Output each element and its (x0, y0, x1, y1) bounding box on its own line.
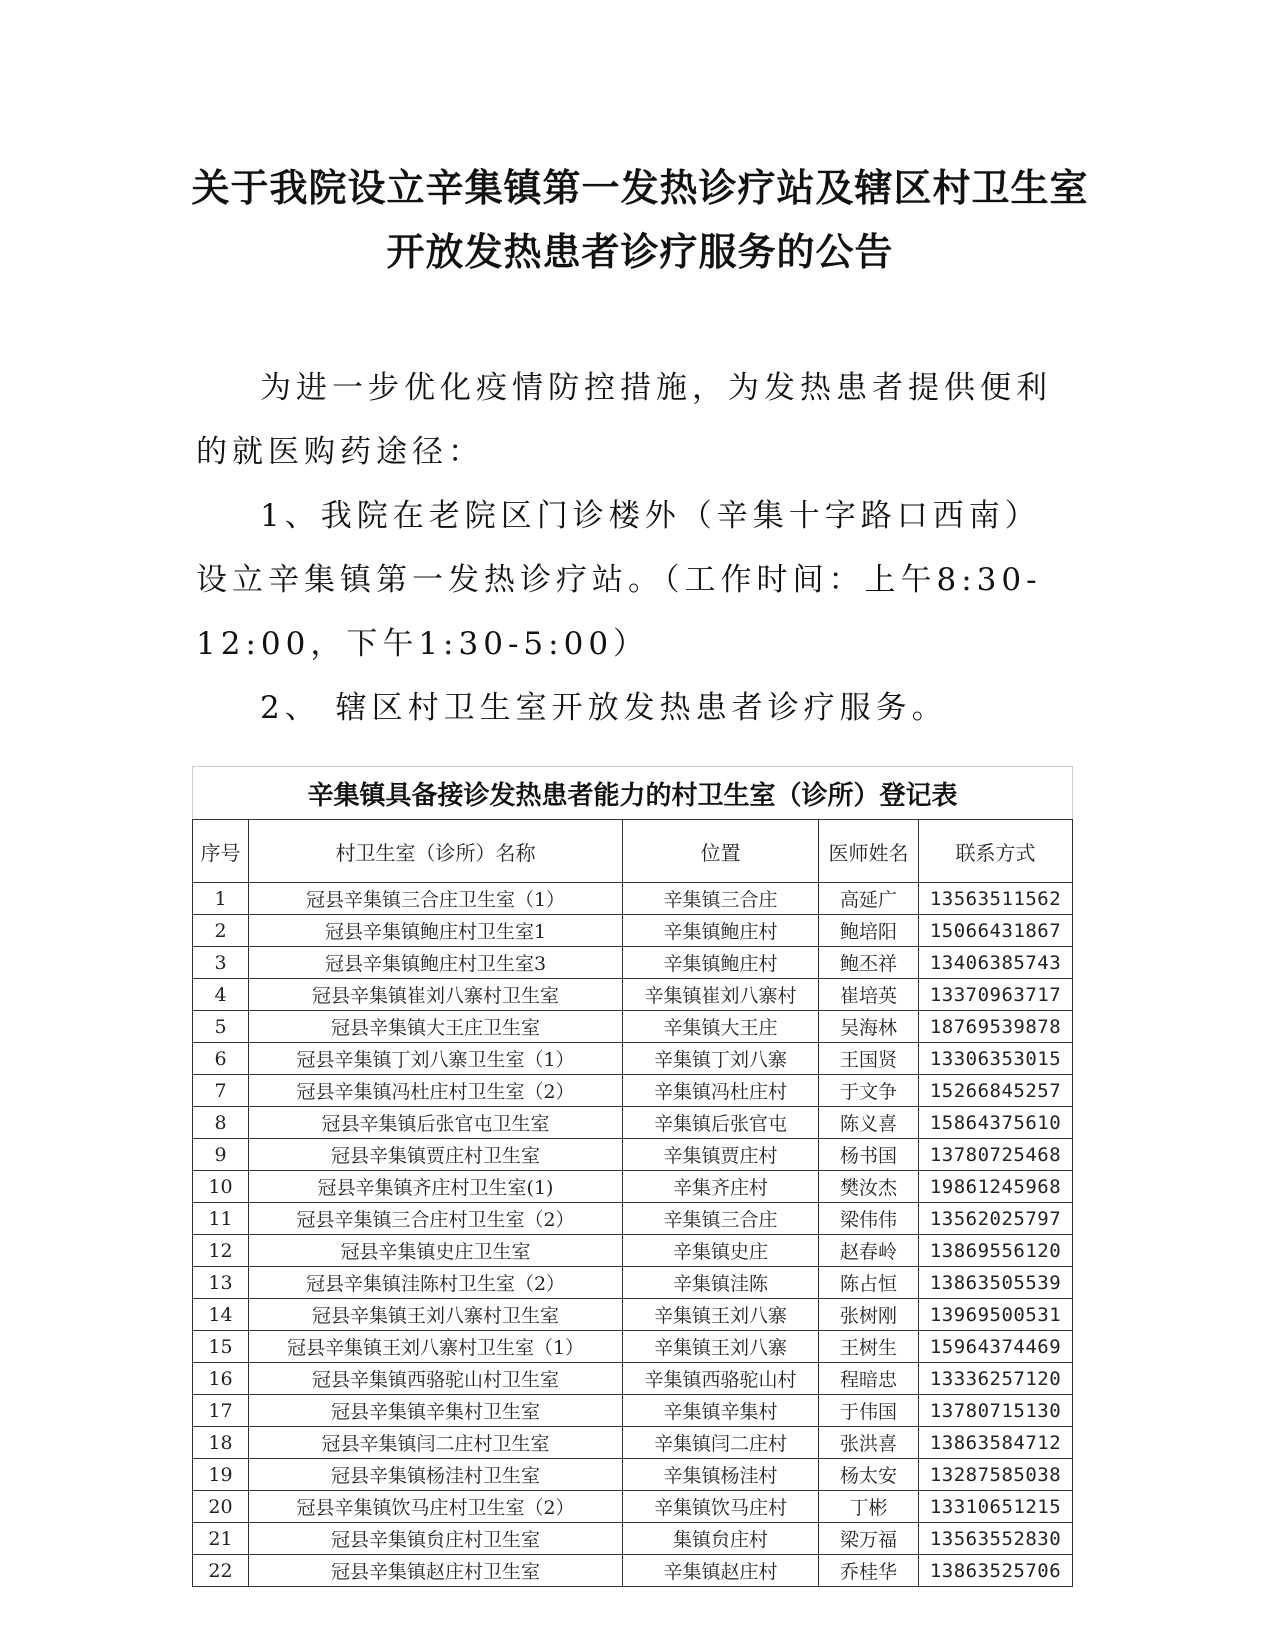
cell-clinic-name: 冠县辛集镇辛集村卫生室 (249, 1395, 623, 1427)
table-row (193, 1043, 1073, 1075)
cell-location: 辛集镇闫二庄村 (623, 1427, 819, 1459)
cell-index: 17 (193, 1395, 249, 1427)
cell-location: 辛集镇杨洼村 (623, 1459, 819, 1491)
cell-clinic-name: 冠县辛集镇齐庄村卫生室(1) (249, 1171, 623, 1203)
cell-doctor-name: 于伟国 (819, 1395, 919, 1427)
table-row (193, 1331, 1073, 1363)
cell-clinic-name: 冠县辛集镇丁刘八寨卫生室（1） (249, 1043, 623, 1075)
cell-clinic-name: 冠县辛集镇三合庄卫生室（1） (249, 883, 623, 915)
cell-contact: 13780715130 (919, 1395, 1073, 1427)
cell-location: 辛集镇王刘八寨 (623, 1331, 819, 1363)
cell-location: 辛集镇饮马庄村 (623, 1491, 819, 1523)
cell-contact: 15266845257 (919, 1075, 1073, 1107)
table-row (193, 979, 1073, 1011)
cell-index: 10 (193, 1171, 249, 1203)
cell-doctor-name: 鲍丕祥 (819, 947, 919, 979)
title-line-2: 开放发热患者诊疗服务的公告 (386, 230, 894, 274)
cell-doctor-name: 吴海林 (819, 1011, 919, 1043)
cell-location: 辛集镇洼陈 (623, 1267, 819, 1299)
cell-doctor-name: 王树生 (819, 1331, 919, 1363)
cell-index: 9 (193, 1139, 249, 1171)
cell-doctor-name: 鲍培阳 (819, 915, 919, 947)
cell-clinic-name: 冠县辛集镇三合庄村卫生室（2） (249, 1203, 623, 1235)
cell-index: 11 (193, 1203, 249, 1235)
table-row (193, 1011, 1073, 1043)
cell-index: 1 (193, 883, 249, 915)
cell-clinic-name: 冠县辛集镇鲍庄村卫生室3 (249, 947, 623, 979)
cell-doctor-name: 陈占恒 (819, 1267, 919, 1299)
table-caption: 辛集镇具备接诊发热患者能力的村卫生室（诊所）登记表 (193, 767, 1073, 820)
cell-index: 12 (193, 1235, 249, 1267)
cell-doctor-name: 崔培英 (819, 979, 919, 1011)
paragraph-item-2: 2、 辖区村卫生室开放发热患者诊疗服务。 (260, 690, 948, 726)
cell-contact: 13370963717 (919, 979, 1073, 1011)
cell-contact: 15864375610 (919, 1107, 1073, 1139)
table-row (193, 1427, 1073, 1459)
cell-contact: 13287585038 (919, 1459, 1073, 1491)
cell-location: 辛集镇大王庄 (623, 1011, 819, 1043)
cell-location: 辛集镇王刘八寨 (623, 1299, 819, 1331)
cell-clinic-name: 冠县辛集镇闫二庄村卫生室 (249, 1427, 623, 1459)
table-row (193, 1395, 1073, 1427)
registry-table-wrapper (192, 766, 1072, 1587)
cell-clinic-name: 冠县辛集镇大王庄卫生室 (249, 1011, 623, 1043)
cell-index: 5 (193, 1011, 249, 1043)
cell-index: 3 (193, 947, 249, 979)
cell-location: 辛集镇辛集村 (623, 1395, 819, 1427)
cell-contact: 13863505539 (919, 1267, 1073, 1299)
cell-contact: 13336257120 (919, 1363, 1073, 1395)
cell-location: 辛集镇贾庄村 (623, 1139, 819, 1171)
table-header-row (193, 820, 1073, 883)
cell-doctor-name: 杨书国 (819, 1139, 919, 1171)
cell-location: 辛集镇赵庄村 (623, 1555, 819, 1587)
cell-contact: 13406385743 (919, 947, 1073, 979)
cell-contact: 13969500531 (919, 1299, 1073, 1331)
cell-location: 辛集镇三合庄 (623, 1203, 819, 1235)
cell-doctor-name: 张树刚 (819, 1299, 919, 1331)
cell-doctor-name: 丁彬 (819, 1491, 919, 1523)
table-row (193, 1299, 1073, 1331)
cell-contact: 18769539878 (919, 1011, 1073, 1043)
cell-index: 7 (193, 1075, 249, 1107)
cell-location: 辛集镇丁刘八寨 (623, 1043, 819, 1075)
table-row (193, 1363, 1073, 1395)
cell-clinic-name: 冠县辛集镇后张官屯卫生室 (249, 1107, 623, 1139)
cell-doctor-name: 张洪喜 (819, 1427, 919, 1459)
cell-index: 19 (193, 1459, 249, 1491)
cell-clinic-name: 冠县辛集镇王刘八寨村卫生室（1） (249, 1331, 623, 1363)
table-row (193, 947, 1073, 979)
cell-doctor-name: 梁万福 (819, 1523, 919, 1555)
cell-doctor-name: 陈义喜 (819, 1107, 919, 1139)
table-row (193, 1107, 1073, 1139)
table-row (193, 1203, 1073, 1235)
title-line-1: 关于我院设立辛集镇第一发热诊疗站及辖区村卫生室 (191, 166, 1089, 210)
cell-location: 辛集镇西骆驼山村 (623, 1363, 819, 1395)
cell-contact: 13563511562 (919, 883, 1073, 915)
cell-index: 6 (193, 1043, 249, 1075)
cell-contact: 13306353015 (919, 1043, 1073, 1075)
cell-clinic-name: 冠县辛集镇冯杜庄村卫生室（2） (249, 1075, 623, 1107)
cell-doctor-name: 乔桂华 (819, 1555, 919, 1587)
cell-index: 8 (193, 1107, 249, 1139)
cell-index: 20 (193, 1491, 249, 1523)
cell-contact: 13562025797 (919, 1203, 1073, 1235)
cell-doctor-name: 梁伟伟 (819, 1203, 919, 1235)
table-row (193, 1171, 1073, 1203)
paragraph-item-1: 1、我院在老院区门诊楼外（辛集十字路口西南）设立辛集镇第一发热诊疗站。（工作时间：上午8:30-12:00，下午1:30-5:00） (196, 498, 1042, 662)
header-doctor-name: 医师姓名 (819, 820, 919, 883)
cell-location: 辛集镇后张官屯 (623, 1107, 819, 1139)
table-row (193, 1459, 1073, 1491)
cell-location: 辛集镇鲍庄村 (623, 915, 819, 947)
cell-contact: 19861245968 (919, 1171, 1073, 1203)
cell-doctor-name: 赵春岭 (819, 1235, 919, 1267)
table-row (193, 1555, 1073, 1587)
header-clinic-name: 村卫生室（诊所）名称 (249, 820, 623, 883)
cell-doctor-name: 程暗忠 (819, 1363, 919, 1395)
cell-index: 14 (193, 1299, 249, 1331)
cell-clinic-name: 冠县辛集镇鲍庄村卫生室1 (249, 915, 623, 947)
cell-contact: 15066431867 (919, 915, 1073, 947)
cell-index: 13 (193, 1267, 249, 1299)
cell-clinic-name: 冠县辛集镇王刘八寨村卫生室 (249, 1299, 623, 1331)
cell-index: 2 (193, 915, 249, 947)
cell-location: 辛集齐庄村 (623, 1171, 819, 1203)
table-row (193, 1523, 1073, 1555)
cell-contact: 15964374469 (919, 1331, 1073, 1363)
cell-clinic-name: 冠县辛集镇崔刘八寨村卫生室 (249, 979, 623, 1011)
header-contact: 联系方式 (919, 820, 1073, 883)
cell-location: 辛集镇鲍庄村 (623, 947, 819, 979)
cell-index: 16 (193, 1363, 249, 1395)
cell-index: 18 (193, 1427, 249, 1459)
cell-clinic-name: 冠县辛集镇赵庄村卫生室 (249, 1555, 623, 1587)
cell-clinic-name: 冠县辛集镇贾庄村卫生室 (249, 1139, 623, 1171)
table-row (193, 1235, 1073, 1267)
cell-index: 4 (193, 979, 249, 1011)
cell-contact: 13863525706 (919, 1555, 1073, 1587)
cell-clinic-name: 冠县辛集镇洼陈村卫生室（2） (249, 1267, 623, 1299)
cell-index: 22 (193, 1555, 249, 1587)
cell-contact: 13863584712 (919, 1427, 1073, 1459)
cell-contact: 13869556120 (919, 1235, 1073, 1267)
table-row (193, 1139, 1073, 1171)
cell-location: 辛集镇史庄 (623, 1235, 819, 1267)
cell-contact: 13563552830 (919, 1523, 1073, 1555)
cell-doctor-name: 樊汝杰 (819, 1171, 919, 1203)
cell-location: 辛集镇冯杜庄村 (623, 1075, 819, 1107)
header-location: 位置 (623, 820, 819, 883)
cell-index: 15 (193, 1331, 249, 1363)
table-row (193, 1267, 1073, 1299)
cell-contact: 13780725468 (919, 1139, 1073, 1171)
cell-clinic-name: 冠县辛集镇饮马庄村卫生室（2） (249, 1491, 623, 1523)
table-row (193, 915, 1073, 947)
header-index: 序号 (193, 820, 249, 883)
table-row (193, 883, 1073, 915)
table-body (193, 883, 1073, 1587)
cell-location: 辛集镇崔刘八寨村 (623, 979, 819, 1011)
table-row (193, 1491, 1073, 1523)
table-row (193, 1075, 1073, 1107)
cell-doctor-name: 王国贤 (819, 1043, 919, 1075)
cell-index: 21 (193, 1523, 249, 1555)
cell-doctor-name: 杨太安 (819, 1459, 919, 1491)
paragraph-intro: 为进一步优化疫情防控措施，为发热患者提供便利的就医购药途径： (196, 370, 1052, 470)
cell-clinic-name: 冠县辛集镇贠庄村卫生室 (249, 1523, 623, 1555)
registry-table (192, 766, 1073, 1587)
cell-clinic-name: 冠县辛集镇史庄卫生室 (249, 1235, 623, 1267)
cell-doctor-name: 高延广 (819, 883, 919, 915)
cell-contact: 13310651215 (919, 1491, 1073, 1523)
cell-doctor-name: 于文争 (819, 1075, 919, 1107)
cell-clinic-name: 冠县辛集镇杨洼村卫生室 (249, 1459, 623, 1491)
cell-clinic-name: 冠县辛集镇西骆驼山村卫生室 (249, 1363, 623, 1395)
cell-location: 集镇贠庄村 (623, 1523, 819, 1555)
cell-location: 辛集镇三合庄 (623, 883, 819, 915)
